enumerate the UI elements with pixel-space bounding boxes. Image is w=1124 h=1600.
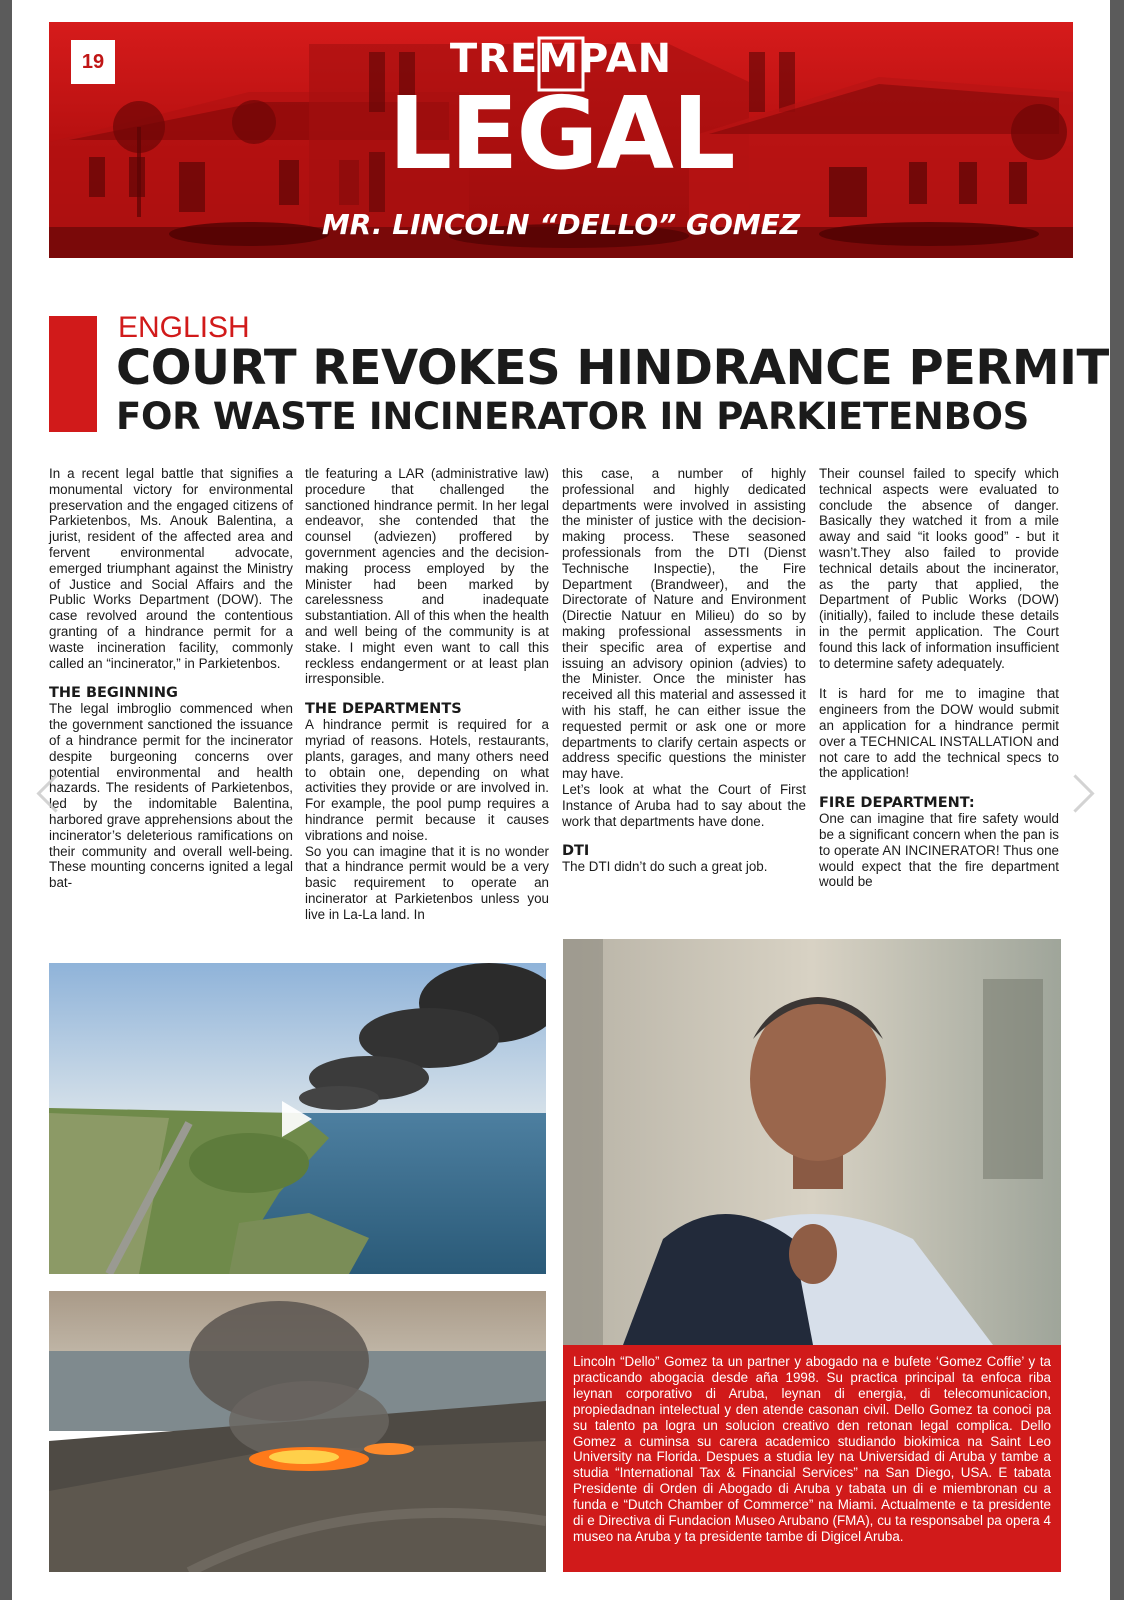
section-title: LEGAL (388, 75, 734, 192)
section-heading: THE DEPARTMENTS (305, 701, 462, 718)
header-banner (49, 22, 1073, 258)
paragraph: A hindrance permit is required for a myriad of reasons. Hotels, restaurants, plants, garages, and many others need to obtain one, depending on what activities they provide or are involved in. For example, the pool pump requires a hindrance permit because it causes vibrations and noise. (305, 717, 549, 843)
author-portrait (563, 939, 1061, 1345)
author-byline: MR. LINCOLN “DELLO” GOMEZ (321, 208, 801, 241)
subheadline: FOR WASTE INCINERATOR IN PARKIETENBOS (116, 395, 1029, 438)
brand-logo: TREMPAN (449, 36, 673, 82)
paragraph: It is hard for me to imagine that engineers from the DOW would submit an application for a hindrance permit over a TECHNICAL INSTALLATION and not care to add the technical specs to the application! (819, 686, 1059, 781)
paragraph: The legal imbroglio commenced when the government sanctioned the issuance of a hindrance permit for the incinerator despite burgeoning concerns over potential environmental and health hazards. The residents of Parkietenbos, led by the indomitable Balentina, harbored grave apprehensions about the incinerator’s deleterious ramifications on their community and overall well-being. These mounting concerns ignited a legal bat- (49, 701, 293, 891)
article-column-3 (562, 466, 806, 875)
paragraph: Let’s look at what the Court of First Instance of Aruba had to say about the work that departments have done. (562, 781, 806, 829)
paragraph: tle featuring a LAR (administrative law) procedure that challenged the sanctioned hindrance permit. In her legal endeavor, she contended that the counsel (adviezen) proffered by government agencies and the decision-making process employed by the Minister had been marked by carelessness and inadequate substantiation. All of this when the health and well being of the community is at stake. I might even want to call this reckless endangerment or at least plan irresponsible. (305, 466, 549, 687)
chevron-right-icon[interactable] (1056, 774, 1094, 812)
article-column-4 (819, 466, 1059, 890)
language-label: ENGLISH (118, 311, 250, 344)
author-bio-caption: Lincoln “Dello” Gomez ta un partner y abogado na e bufete ‘Gomez Coffie’ y ta practicando abogacia desde aña 1998. Su practica principal ta enfoca riba leynan corporativo di Aruba, leynan di energia, di telecomunicacion, propiedadnan intelectual y den atende casonan civil. Dello Gomez ta conoci pa su talento pa logra un solucion creativo den retonan legal complica. Dello Gomez a cuminsa su carera academico studiando biokimica na Saint Leo University na Florida. Despues a studia ley na Universidad di Aruba y tambe a studia “International Tax & Financial Services” na San Diego, USA. E tabata Presidente di Orden di Abogado di Aruba y tabata un di e miembronan cu a funda e “Dutch Chamber of Commerce” na Miami. Actualmente e ta presidente di e Directiva di Fundacion Museo Arubano (FMA), cu ta responsabel pa opera 4 museo na Aruba y ta presidente tambe di Digicel Aruba. (563, 1345, 1061, 1572)
aerial-smoke-video[interactable] (49, 963, 546, 1274)
paragraph: Their counsel failed to specify which technical aspects were evaluated to conclude the absence of danger. Basically they watched it from a mile away and said “it looks good” - but it wasn’t.They also failed to provide technical details about the incinerator, as the party that applied, the Department of Public Works (DOW) (initially), failed to include these details in the permit application. The Court found this lack of information insufficient to determine safety adequately. (819, 466, 1059, 671)
headline-accent-bar (49, 316, 97, 432)
paragraph: In a recent legal battle that signifies a monumental victory for environmental preservation and the engaged citizens of Parkietenbos, Ms. Anouk Balentina, a jurist, resident of the affected area and fervent environmental advocate, emerged triumphant against the Ministry of Justice and Social Affairs and the Public Works Department (DOW). The case revolved around the contentious granting of a hindrance permit for a waste incineration facility, commonly called an “incinerator,” in Parkietenbos. (49, 466, 293, 671)
paragraph: So you can imagine that it is no wonder that a hindrance permit would be a very basic requirement to operate an incinerator at Parkietenbos unless you live in La-La land. In (305, 843, 549, 922)
article-column-1 (49, 466, 293, 891)
paragraph: The DTI didn’t do such a great job. (562, 859, 768, 875)
paragraph: this case, a number of highly professional and highly dedicated departments were involved in assisting the minister of justice with the decision-making process. These seasoned professionals from the DTI (Dienst Technische Inspectie), the Fire Department (Brandweer), and the Directorate of Nature and Environment (Directie Natuur en Milieu) do so by making professional assessments in their specific area of expertise and issuing an advisory opinion (advies) to the Minister. Once the minister has received all this material and assessed it with his staff, he can either issue the requested permit or ask one or more departments to clarify certain aspects or address specific questions the minister may have. (562, 466, 806, 782)
headline: COURT REVOKES HINDRANCE PERMIT (116, 340, 1109, 396)
landfill-fire-photo (49, 1291, 546, 1572)
article-column-2 (305, 466, 549, 923)
magazine-page (12, 0, 1110, 1600)
section-heading: THE BEGINNING (49, 685, 178, 702)
section-heading: FIRE DEPARTMENT: (819, 795, 975, 812)
play-icon[interactable] (282, 1101, 312, 1137)
paragraph: One can imagine that fire safety would be a significant concern when the pan is to operate AN INCINERATOR! Thus one would expect that the fire department would be (819, 811, 1059, 890)
section-heading: DTI (562, 843, 590, 860)
page-number: 19 (71, 40, 115, 84)
